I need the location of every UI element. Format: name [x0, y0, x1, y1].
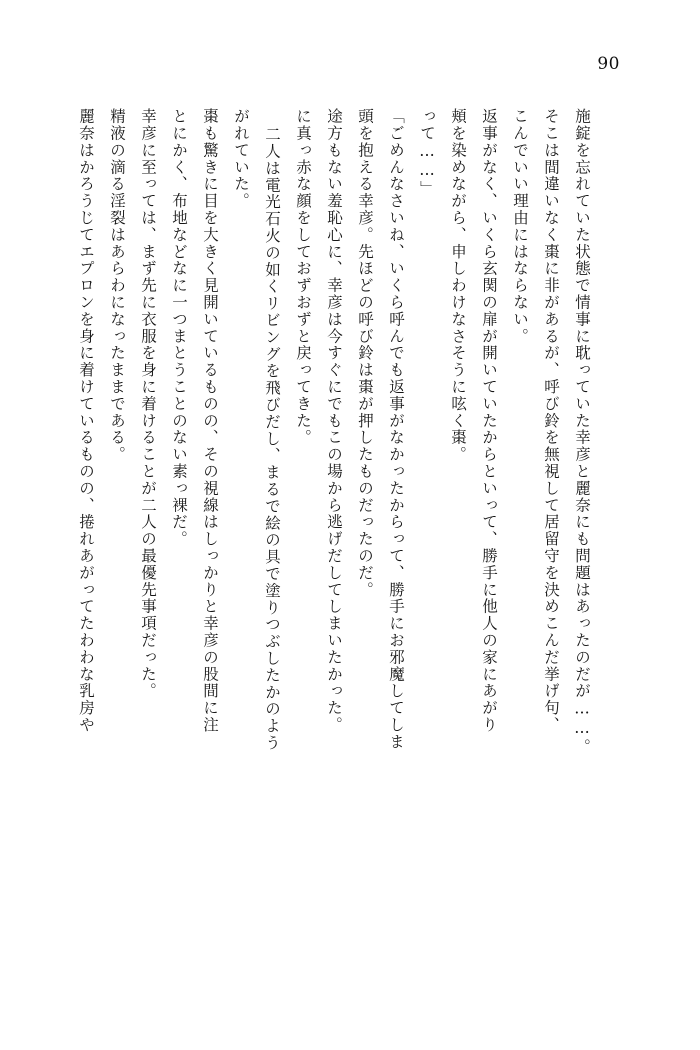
- page-number: 90: [597, 54, 620, 74]
- text-column: 「ごめんなさいね、いくら呼んでも返事がなかったからって、勝手にお邪魔してしま: [387, 108, 405, 751]
- text-column: 二人は電光石火の如くリビングを飛びだし、まるで絵の具で塗りつぶしたかのよう: [263, 126, 281, 752]
- text-column: 頭を抱える幸彦。先ほどの呼び鈴は棗が押したものだったのだ。: [356, 108, 374, 599]
- text-column: 施錠を忘れていた状態で情事に耽っていた幸彦と麗奈にも問題はあったのだが……。: [573, 108, 591, 756]
- text-column: って……」: [418, 108, 436, 198]
- text-column: こんでいい理由にはならない。: [511, 108, 529, 345]
- text-column: 麗奈はかろうじてエプロンを身に着けているものの、捲れあがってたわわな乳房や: [77, 108, 95, 734]
- text-column: に真っ赤な顔をしておずおずと戻ってきた。: [294, 108, 312, 446]
- text-column: 途方もない羞恥心に、幸彦は今すぐにでもこの場から逃げだしてしまいたかった。: [325, 108, 343, 734]
- vertical-text-body: [62, 108, 638, 948]
- text-column: がれていた。: [232, 108, 250, 210]
- text-column: 精液の滴る淫裂はあらわになったままである。: [108, 108, 126, 463]
- text-column: とにかく、布地などなに一つまとうことのない素っ裸だ。: [170, 108, 188, 548]
- text-column: 棗も驚きに目を大きく見開いているものの、その視線はしっかりと幸彦の股間に注: [201, 108, 219, 734]
- text-column: 返事がなく、いくら玄関の扉が開いていたからといって、勝手に他人の家にあがり: [480, 108, 498, 734]
- text-column: 幸彦に至っては、まず先に衣服を身に着けることが二人の最優先事項だった。: [139, 108, 157, 700]
- text-column: そこは間違いなく棗に非があるが、呼び鈴を無視して居留守を決めこんだ挙げ句、: [542, 108, 560, 734]
- text-column: 頬を染めながら、申しわけなさそうに呟く棗。: [449, 108, 467, 463]
